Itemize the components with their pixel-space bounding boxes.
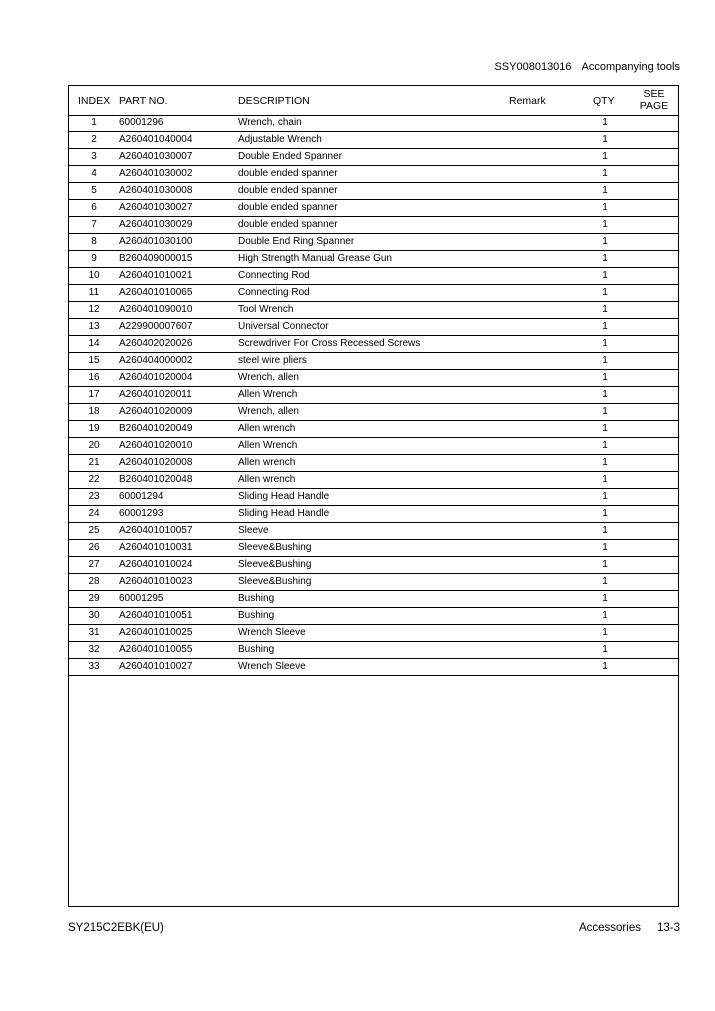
row-qty: 1 — [602, 338, 608, 349]
table-row — [69, 234, 678, 251]
table-row — [69, 336, 678, 353]
row-index: 22 — [88, 474, 100, 485]
row-description: Sleeve — [238, 525, 269, 536]
row-description: Allen wrench — [238, 423, 296, 434]
table-row — [69, 591, 678, 608]
column-header-see-page — [629, 88, 679, 112]
row-index: 4 — [91, 168, 97, 179]
row-qty: 1 — [602, 372, 608, 383]
table-row — [69, 472, 678, 489]
column-header-remark: Remark — [509, 95, 546, 107]
column-header-index: INDEX — [78, 95, 111, 107]
table-row — [69, 370, 678, 387]
row-index: 29 — [88, 593, 100, 604]
row-index: 18 — [88, 406, 100, 417]
row-index: 10 — [88, 270, 100, 281]
page-header — [494, 61, 680, 73]
column-header-description: DESCRIPTION — [238, 95, 310, 107]
row-qty: 1 — [602, 253, 608, 264]
row-description: Connecting Rod — [238, 287, 310, 298]
row-index: 3 — [91, 151, 97, 162]
section-title: Accompanying tools — [581, 61, 680, 73]
row-qty: 1 — [602, 168, 608, 179]
row-qty: 1 — [602, 491, 608, 502]
row-description: double ended spanner — [238, 168, 338, 179]
row-part-no: A260401030002 — [119, 168, 193, 179]
row-part-no: A260402020026 — [119, 338, 193, 349]
row-description: Universal Connector — [238, 321, 329, 332]
row-index: 11 — [88, 287, 100, 298]
row-qty: 1 — [602, 185, 608, 196]
row-part-no: B260401020048 — [119, 474, 193, 485]
row-part-no: A260401010051 — [119, 610, 193, 621]
row-index: 5 — [91, 185, 97, 196]
row-part-no: A260401030007 — [119, 151, 193, 162]
row-description: Wrench Sleeve — [238, 627, 306, 638]
row-index: 7 — [91, 219, 97, 230]
row-index: 20 — [88, 440, 100, 451]
table-row — [69, 268, 678, 285]
row-index: 9 — [91, 253, 97, 264]
row-part-no: B260401020049 — [119, 423, 193, 434]
row-part-no: A260401010055 — [119, 644, 193, 655]
row-description: Sleeve&Bushing — [238, 542, 312, 553]
row-description: Sleeve&Bushing — [238, 576, 312, 587]
footer-chapter: Accessories — [578, 922, 641, 934]
row-qty: 1 — [602, 457, 608, 468]
row-description: Sliding Head Handle — [238, 491, 330, 502]
row-qty: 1 — [602, 542, 608, 553]
row-qty: 1 — [602, 117, 608, 128]
row-description: Allen wrench — [238, 457, 296, 468]
table-row — [69, 217, 678, 234]
row-qty: 1 — [602, 559, 608, 570]
table-row — [69, 404, 678, 421]
row-part-no: A260401010031 — [119, 542, 193, 553]
row-qty: 1 — [602, 202, 608, 213]
table-row — [69, 608, 678, 625]
row-part-no: A229900007607 — [119, 321, 193, 332]
row-qty: 1 — [602, 151, 608, 162]
row-qty: 1 — [602, 576, 608, 587]
row-description: Wrench, chain — [238, 117, 302, 128]
table-body — [69, 115, 678, 676]
table-row — [69, 659, 678, 676]
footer-model: SY215C2EBK(EU) — [68, 922, 164, 934]
table-row — [69, 132, 678, 149]
row-index: 13 — [88, 321, 100, 332]
row-index: 17 — [88, 389, 100, 400]
row-index: 21 — [88, 457, 100, 468]
row-description: Wrench, allen — [238, 372, 299, 383]
table-row — [69, 574, 678, 591]
table-row — [69, 115, 678, 132]
row-index: 12 — [88, 304, 100, 315]
row-part-no: A260401040004 — [119, 134, 193, 145]
table-row — [69, 387, 678, 404]
row-description: Bushing — [238, 593, 275, 604]
row-index: 26 — [88, 542, 100, 553]
row-qty: 1 — [602, 355, 608, 366]
row-qty: 1 — [602, 134, 608, 145]
row-qty: 1 — [602, 610, 608, 621]
row-description: Sleeve&Bushing — [238, 559, 312, 570]
row-index: 23 — [88, 491, 100, 502]
table-row — [69, 625, 678, 642]
table-row — [69, 506, 678, 523]
table-row — [69, 421, 678, 438]
row-part-no: A260401020011 — [119, 389, 192, 400]
row-index: 31 — [88, 627, 100, 638]
row-description: Wrench, allen — [238, 406, 299, 417]
row-description: double ended spanner — [238, 185, 338, 196]
row-description: Bushing — [238, 644, 275, 655]
row-part-no: A260401010021 — [119, 270, 193, 281]
row-qty: 1 — [602, 440, 608, 451]
row-part-no: 60001294 — [119, 491, 164, 502]
row-part-no: 60001296 — [119, 117, 164, 128]
row-index: 15 — [88, 355, 100, 366]
row-index: 8 — [91, 236, 97, 247]
row-part-no: A260401030100 — [119, 236, 193, 247]
row-description: Allen wrench — [238, 474, 296, 485]
row-part-no: A260401030008 — [119, 185, 193, 196]
table-row — [69, 523, 678, 540]
row-description: Double Ended Spanner — [238, 151, 342, 162]
row-index: 1 — [91, 117, 97, 128]
row-part-no: A260401020010 — [119, 440, 193, 451]
row-description: Screwdriver For Cross Recessed Screws — [238, 338, 421, 349]
table-row — [69, 642, 678, 659]
row-qty: 1 — [602, 270, 608, 281]
table-row — [69, 455, 678, 472]
table-row — [69, 251, 678, 268]
parts-table — [68, 85, 679, 907]
row-qty: 1 — [602, 644, 608, 655]
table-row — [69, 438, 678, 455]
row-qty: 1 — [602, 287, 608, 298]
row-part-no: 60001295 — [119, 593, 164, 604]
see-page-line-2: PAGE — [639, 100, 669, 112]
row-index: 14 — [88, 338, 100, 349]
table-row — [69, 540, 678, 557]
row-qty: 1 — [602, 304, 608, 315]
row-qty: 1 — [602, 423, 608, 434]
row-qty: 1 — [602, 508, 608, 519]
row-qty: 1 — [602, 389, 608, 400]
row-part-no: A260401020008 — [119, 457, 193, 468]
row-description: Adjustable Wrench — [238, 134, 322, 145]
table-row — [69, 285, 678, 302]
see-page-line-1: SEE — [643, 88, 665, 100]
row-part-no: B260409000015 — [119, 253, 193, 264]
row-part-no: A260401010025 — [119, 627, 193, 638]
table-row — [69, 353, 678, 370]
footer-page-info — [579, 922, 680, 934]
row-index: 28 — [88, 576, 100, 587]
row-index: 24 — [88, 508, 100, 519]
table-row — [69, 183, 678, 200]
row-part-no: A260401020004 — [119, 372, 193, 383]
row-part-no: 60001293 — [119, 508, 164, 519]
row-description: Allen Wrench — [238, 440, 298, 451]
row-description: double ended spanner — [238, 202, 338, 213]
row-part-no: A260404000002 — [119, 355, 193, 366]
table-row — [69, 319, 678, 336]
row-description: Connecting Rod — [238, 270, 310, 281]
row-index: 25 — [88, 525, 100, 536]
row-index: 2 — [91, 134, 97, 145]
table-row — [69, 200, 678, 217]
row-description: Bushing — [238, 610, 275, 621]
row-part-no: A260401030029 — [119, 219, 193, 230]
column-header-qty: QTY — [593, 95, 615, 107]
row-part-no: A260401020009 — [119, 406, 193, 417]
row-part-no: A260401010027 — [119, 661, 193, 672]
table-row — [69, 166, 678, 183]
table-row — [69, 302, 678, 319]
row-part-no: A260401010024 — [119, 559, 193, 570]
row-description: High Strength Manual Grease Gun — [238, 253, 392, 264]
row-part-no: A260401010065 — [119, 287, 193, 298]
row-qty: 1 — [602, 593, 608, 604]
row-qty: 1 — [602, 406, 608, 417]
row-index: 33 — [88, 661, 100, 672]
row-qty: 1 — [602, 474, 608, 485]
row-description: Wrench Sleeve — [238, 661, 306, 672]
row-index: 6 — [91, 202, 97, 213]
row-description: Tool Wrench — [238, 304, 294, 315]
footer-page-number: 13-3 — [656, 922, 680, 934]
row-qty: 1 — [602, 627, 608, 638]
table-row — [69, 149, 678, 166]
table-row — [69, 557, 678, 574]
row-part-no: A260401010057 — [119, 525, 193, 536]
row-qty: 1 — [602, 219, 608, 230]
doc-code: SSY008013016 — [494, 61, 572, 73]
table-row — [69, 489, 678, 506]
row-description: Sliding Head Handle — [238, 508, 330, 519]
row-index: 19 — [88, 423, 100, 434]
row-qty: 1 — [602, 525, 608, 536]
row-qty: 1 — [602, 236, 608, 247]
row-qty: 1 — [602, 321, 608, 332]
row-part-no: A260401030027 — [119, 202, 193, 213]
row-description: Double End Ring Spanner — [238, 236, 355, 247]
row-index: 30 — [88, 610, 100, 621]
row-index: 32 — [88, 644, 100, 655]
row-index: 16 — [88, 372, 100, 383]
row-description: steel wire pliers — [238, 355, 307, 366]
column-header-part-no: PART NO. — [119, 95, 168, 107]
row-part-no: A260401090010 — [119, 304, 193, 315]
row-description: double ended spanner — [238, 219, 338, 230]
row-description: Allen Wrench — [238, 389, 298, 400]
row-part-no: A260401010023 — [119, 576, 193, 587]
row-index: 27 — [88, 559, 100, 570]
row-qty: 1 — [602, 661, 608, 672]
